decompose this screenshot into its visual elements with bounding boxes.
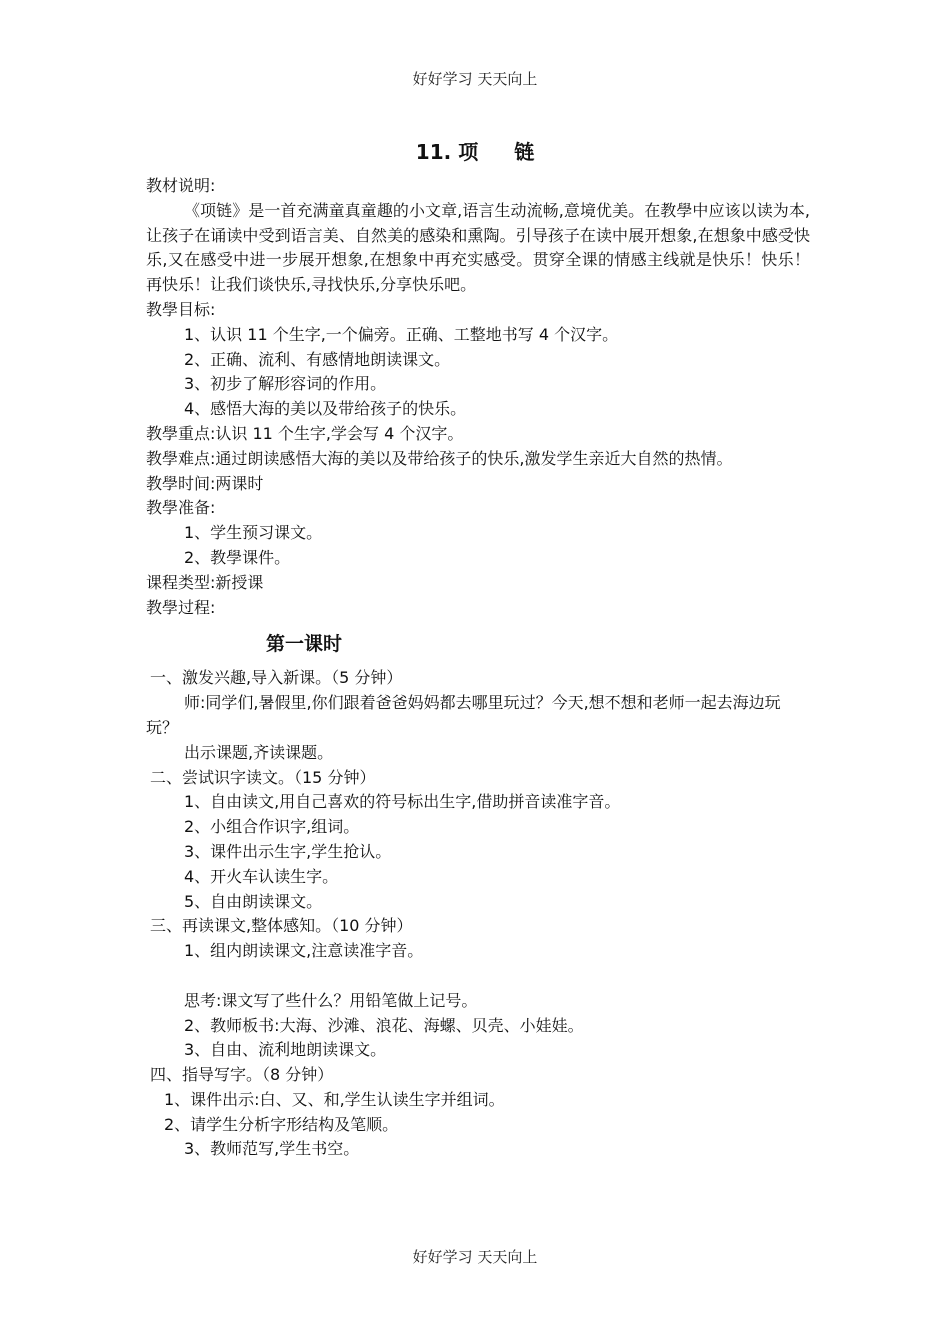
step-item: 1、自由读文,用自己喜欢的符号标出生字,借助拼音读准字音。 bbox=[184, 792, 621, 812]
step-item: 1、课件出示:白、又、和,学生认读生字并组词。 bbox=[164, 1089, 505, 1109]
key-point: 教學重点:认识 11 个生字,学会写 4 个汉字。 bbox=[146, 423, 464, 443]
lesson-heading: 第一课时 bbox=[266, 633, 343, 656]
step-heading: 四、指导写字。（8 分钟） bbox=[150, 1065, 334, 1085]
page-header: 好好学习 天天向上 bbox=[412, 70, 538, 88]
prep-label: 教學准备: bbox=[146, 498, 216, 518]
step-item: 3、自由、流利地朗读课文。 bbox=[184, 1040, 387, 1060]
step-paragraph: 思考:课文写了些什么？用铅笔做上记号。 bbox=[184, 990, 478, 1010]
step-paragraph: 师:同学们,暑假里,你们跟着爸爸妈妈都去哪里玩过？今天,想不想和老师一起去海边玩玩？ bbox=[146, 693, 781, 737]
course-type: 课程类型:新授课 bbox=[146, 572, 264, 592]
step-heading: 一、激发兴趣,导入新课。（5 分钟） bbox=[150, 668, 403, 688]
step-item: 2、小组合作识字,组词。 bbox=[184, 817, 360, 837]
page-footer: 好好学习 天天向上 bbox=[412, 1248, 538, 1266]
goal-item: 2、正确、流利、有感情地朗读课文。 bbox=[184, 349, 451, 369]
teaching-time: 教學时间:两课时 bbox=[146, 473, 264, 493]
material-label: 教材说明: bbox=[146, 176, 216, 195]
process-label: 教學过程: bbox=[146, 597, 216, 617]
difficulty-point: 教學难点:通过朗读感悟大海的美以及带给孩子的快乐,激发学生亲近大自然的热情。 bbox=[146, 448, 733, 468]
prep-item: 2、教學课件。 bbox=[184, 547, 291, 567]
material-paragraph: 《项链》是一首充满童真童趣的小文章,语言生动流畅,意境优美。在教學中应该以读为本,让孩子在诵读中受到语言美、自然美的感染和熏陶。引导孩子在读中展开想象,在想象中感受快乐,又在感受中进一步展开想象,在想象中再充实感受。贯穿全课的情感主线就是快乐！快乐！再快乐！让我们谈快乐,寻找快乐,分享快乐吧。 bbox=[146, 200, 810, 295]
goal-item: 4、感悟大海的美以及带给孩子的快乐。 bbox=[184, 399, 467, 419]
step-paragraph: 出示课题,齐读课题。 bbox=[184, 742, 334, 762]
lesson-title bbox=[0, 136, 950, 165]
prep-item: 1、学生预习课文。 bbox=[184, 523, 323, 543]
goal-item: 3、初步了解形容词的作用。 bbox=[184, 374, 387, 394]
step-item: 2、教师板书:大海、沙滩、浪花、海螺、贝壳、小娃娃。 bbox=[184, 1015, 584, 1035]
step-heading: 二、尝试识字读文。（15 分钟） bbox=[150, 767, 376, 787]
goal-item: 1、认识 11 个生字,一个偏旁。正确、工整地书写 4 个汉字。 bbox=[184, 324, 619, 344]
step-item: 3、教师范写,学生书空。 bbox=[184, 1139, 360, 1159]
step-item: 1、组内朗读课文,注意读准字音。 bbox=[184, 941, 424, 961]
blank-line bbox=[146, 964, 810, 989]
step-item: 3、课件出示生字,学生抢认。 bbox=[184, 841, 392, 861]
goals-label: 教學目标: bbox=[146, 299, 216, 319]
step-item: 5、自由朗读课文。 bbox=[184, 891, 323, 911]
step-item: 2、请学生分析字形结构及笔顺。 bbox=[164, 1114, 399, 1134]
title-word: 链 bbox=[514, 140, 535, 164]
title-number: 11. 项 bbox=[415, 140, 479, 164]
document-body bbox=[146, 174, 810, 1162]
step-item: 4、开火车认读生字。 bbox=[184, 866, 339, 886]
step-heading: 三、再读课文,整体感知。（10 分钟） bbox=[150, 916, 413, 936]
